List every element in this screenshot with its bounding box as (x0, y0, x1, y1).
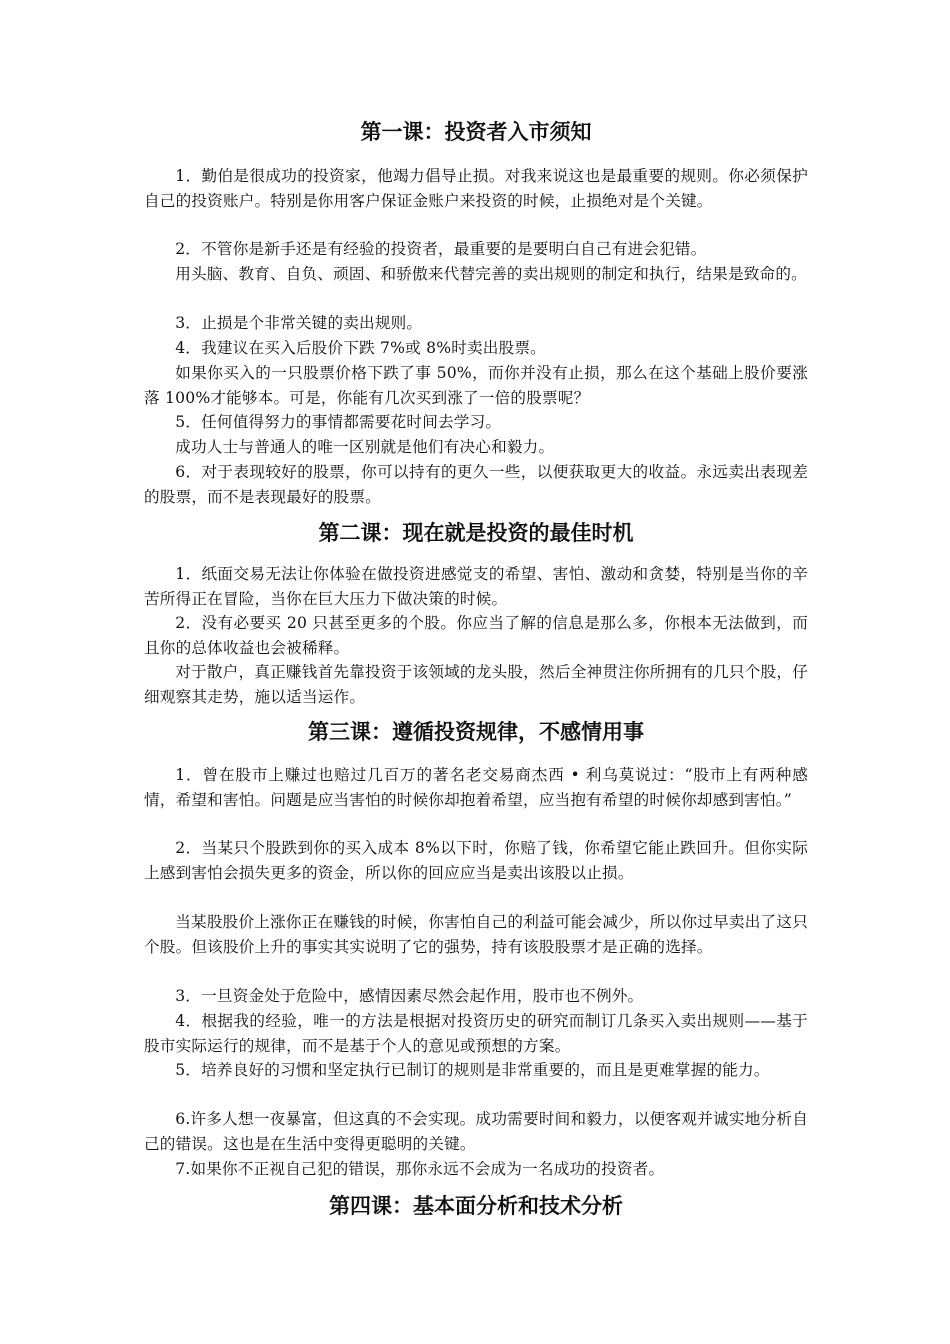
lesson-3-paragraph-8: 7.如果你不正视自己犯的错误，那你永远不会成为一名成功的投资者。 (175, 1160, 665, 1178)
lesson-3-paragraph-1: 1．曾在股市上赚过也赔过几百万的著名老交易商杰西 • 利乌莫说过：“股市上有两种感情，希望和害怕。问题是应当害怕的时候你却抱着希望，应当抱有希望的时候你却感到害怕。” (144, 766, 808, 809)
lesson-2-title: 第二课：现在就是投资的最佳时机 (318, 521, 634, 545)
lesson-1-paragraph-9: 6．对于表现较好的股票，你可以持有的更久一些，以便获取更大的收益。永远卖出表现差的股票，而不是表现最好的股票。 (144, 463, 808, 506)
lesson-1-paragraph-2: 2．不管你是新手还是有经验的投资者，最重要的是要明白自己有进会犯错。 (175, 240, 707, 258)
lesson-2-paragraph-3: 对于散户，真正赚钱首先靠投资于该领域的龙头股，然后全神贯注你所拥有的几只个股，仔细观察其走势，施以适当运作。 (144, 663, 808, 706)
lesson-1-paragraph-5: 4．我建议在买入后股价下跌 7%或 8%时卖出股票。 (175, 339, 546, 357)
lesson-4-title: 第四课：基本面分析和技术分析 (329, 1194, 623, 1218)
lesson-3-paragraph-4: 3．一旦资金处于危险中，感情因素尽然会起作用，股市也不例外。 (175, 987, 644, 1005)
lesson-3-paragraph-7: 6.许多人想一夜暴富，但这真的不会实现。成功需要时间和毅力，以便客观并诚实地分析自己的错误。这也是在生活中变得更聪明的关键。 (144, 1110, 808, 1153)
lesson-1-paragraph-6: 如果你买入的一只股票价格下跌了事 50%，而你并没有止损，那么在这个基础上股价要涨落 100%才能够本。可是，你能有几次买到涨了一倍的股票呢？ (144, 364, 808, 407)
lesson-1-paragraph-3: 用头脑、教育、自负、顽固、和骄傲来代替完善的卖出规则的制定和执行，结果是致命的。 (175, 265, 807, 283)
lesson-3-paragraph-5: 4．根据我的经验，唯一的方法是根据对投资历史的研究而制订几条买入卖出规则——基于股市实际运行的规律，而不是基于个人的意见或预想的方案。 (144, 1012, 808, 1055)
lesson-1-paragraph-7: 5．任何值得努力的事情都需要花时间去学习。 (175, 413, 502, 431)
lesson-1-paragraph-1: 1．勤伯是很成功的投资家，他竭力倡导止损。对我来说这也是最重要的规则。你必须保护自己的投资账户。特别是你用客户保证金账户来投资的时候，止损绝对是个关键。 (144, 167, 808, 210)
lesson-3-paragraph-3: 当某股股价上涨你正在赚钱的时候，你害怕自己的利益可能会减少，所以你过早卖出了这只个股。但该股价上升的事实其实说明了它的强势，持有该股股票才是正确的选择。 (144, 913, 808, 956)
lesson-1-paragraph-4: 3．止损是个非常关键的卖出规则。 (175, 314, 423, 332)
lesson-2-paragraph-1: 1．纸面交易无法让你体验在做投资进感觉支的希望、害怕、激动和贪婪，特别是当你的辛苦所得正在冒险，当你在巨大压力下做决策的时候。 (144, 565, 808, 608)
lesson-3-paragraph-2: 2．当某只个股跌到你的买入成本 8%以下时，你赔了钱，你希望它能止跌回升。但你实际上感到害怕会损失更多的资金，所以你的回应应当是卖出该股以止损。 (144, 839, 808, 882)
lesson-2-paragraph-2: 2．没有必要买 20 只甚至更多的个股。你应当了解的信息是那么多，你根本无法做到，而且你的总体收益也会被稀释。 (144, 614, 808, 657)
lesson-3-title: 第三课：遵循投资规律，不感情用事 (308, 720, 644, 744)
lesson-1-paragraph-8: 成功人士与普通人的唯一区别就是他们有决心和毅力。 (175, 438, 555, 456)
lesson-3-paragraph-6: 5．培养良好的习惯和坚定执行已制订的规则是非常重要的，而且是更难掌握的能力。 (175, 1061, 770, 1079)
lesson-1-title: 第一课：投资者入市须知 (360, 120, 592, 144)
